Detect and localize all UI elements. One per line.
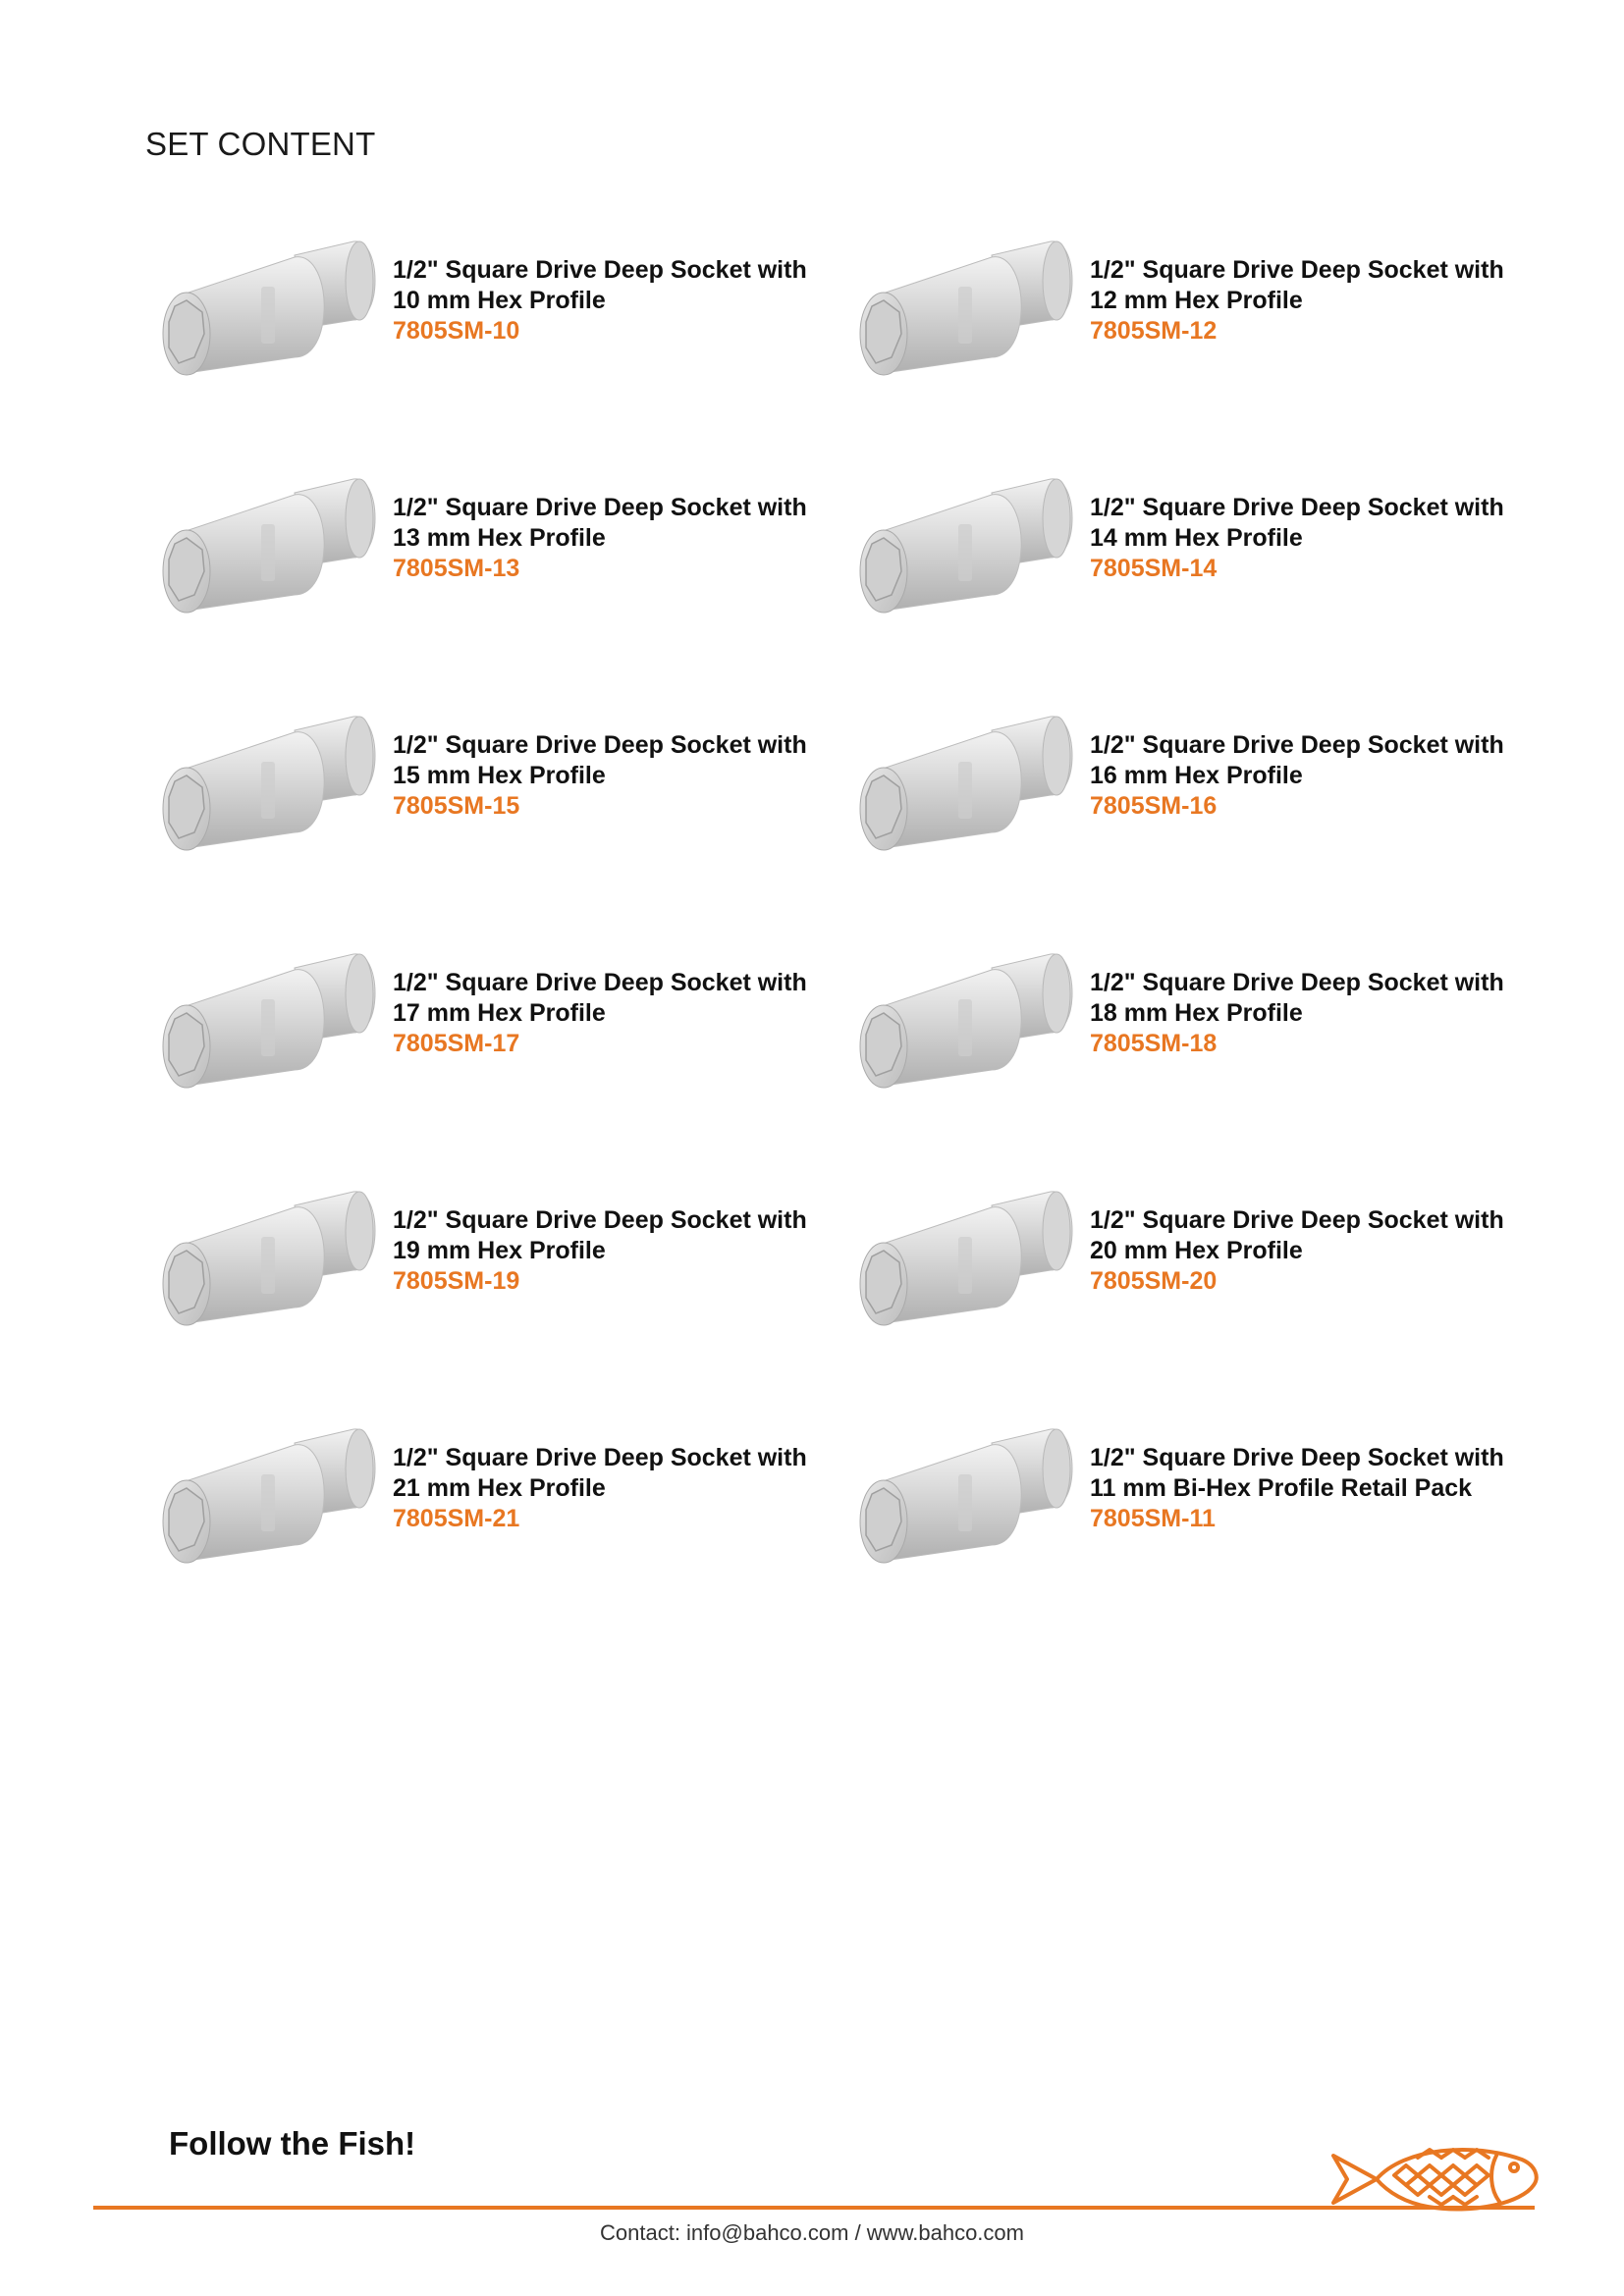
product-item bbox=[854, 1184, 1556, 1341]
product-description bbox=[393, 255, 864, 347]
product-title-line-1: 1/2" Square Drive Deep Socket with bbox=[393, 1444, 807, 1471]
product-item bbox=[157, 471, 859, 628]
deep-socket-icon bbox=[157, 234, 383, 391]
product-title-line-1: 1/2" Square Drive Deep Socket with bbox=[393, 256, 807, 284]
deep-socket-icon bbox=[157, 1184, 383, 1341]
product-description bbox=[1090, 968, 1561, 1059]
product-item bbox=[157, 709, 859, 866]
product-item bbox=[854, 471, 1556, 628]
product-title-line-1: 1/2" Square Drive Deep Socket with bbox=[1090, 1444, 1504, 1471]
deep-socket-icon bbox=[854, 1421, 1080, 1578]
product-title-line-1: 1/2" Square Drive Deep Socket with bbox=[393, 1206, 807, 1234]
deep-socket-icon bbox=[854, 946, 1080, 1103]
deep-socket-icon bbox=[157, 709, 383, 866]
product-title-line-2: 13 mm Hex Profile bbox=[393, 524, 606, 552]
section-title: SET CONTENT bbox=[145, 126, 376, 162]
footer-divider bbox=[93, 2206, 1535, 2210]
deep-socket-icon bbox=[157, 471, 383, 628]
product-description bbox=[1090, 730, 1561, 822]
product-description bbox=[1090, 1205, 1561, 1297]
deep-socket-icon bbox=[157, 1421, 383, 1578]
product-description bbox=[1090, 1443, 1561, 1534]
product-item bbox=[854, 1421, 1556, 1578]
product-title-line-2: 15 mm Hex Profile bbox=[393, 762, 606, 789]
product-code: 7805SM-16 bbox=[1090, 792, 1218, 820]
product-code: 7805SM-15 bbox=[393, 792, 520, 820]
product-code: 7805SM-13 bbox=[393, 555, 520, 582]
product-item bbox=[854, 946, 1556, 1103]
product-title-line-1: 1/2" Square Drive Deep Socket with bbox=[1090, 969, 1504, 996]
product-description bbox=[393, 968, 864, 1059]
product-title-line-1: 1/2" Square Drive Deep Socket with bbox=[393, 731, 807, 759]
product-item bbox=[157, 234, 859, 391]
product-description bbox=[393, 493, 864, 584]
product-code: 7805SM-12 bbox=[1090, 317, 1218, 345]
product-code: 7805SM-10 bbox=[393, 317, 520, 345]
product-item bbox=[157, 946, 859, 1103]
deep-socket-icon bbox=[854, 1184, 1080, 1341]
product-title-line-2: 14 mm Hex Profile bbox=[1090, 524, 1303, 552]
product-code: 7805SM-17 bbox=[393, 1030, 520, 1057]
product-title-line-1: 1/2" Square Drive Deep Socket with bbox=[1090, 256, 1504, 284]
product-item bbox=[157, 1421, 859, 1578]
product-code: 7805SM-18 bbox=[1090, 1030, 1218, 1057]
product-title-line-2: 16 mm Hex Profile bbox=[1090, 762, 1303, 789]
product-title-line-1: 1/2" Square Drive Deep Socket with bbox=[1090, 494, 1504, 521]
deep-socket-icon bbox=[854, 709, 1080, 866]
product-code: 7805SM-11 bbox=[1090, 1505, 1216, 1532]
product-description bbox=[1090, 255, 1561, 347]
deep-socket-icon bbox=[157, 946, 383, 1103]
product-title-line-1: 1/2" Square Drive Deep Socket with bbox=[1090, 1206, 1504, 1234]
product-description bbox=[1090, 493, 1561, 584]
product-code: 7805SM-21 bbox=[393, 1505, 520, 1532]
product-item bbox=[854, 709, 1556, 866]
product-title-line-2: 10 mm Hex Profile bbox=[393, 287, 606, 314]
product-title-line-2: 18 mm Hex Profile bbox=[1090, 999, 1303, 1027]
product-title-line-2: 21 mm Hex Profile bbox=[393, 1474, 606, 1502]
product-code: 7805SM-20 bbox=[1090, 1267, 1218, 1295]
deep-socket-icon bbox=[854, 234, 1080, 391]
product-description bbox=[393, 730, 864, 822]
product-item bbox=[854, 234, 1556, 391]
product-title-line-2: 20 mm Hex Profile bbox=[1090, 1237, 1303, 1264]
product-title-line-1: 1/2" Square Drive Deep Socket with bbox=[393, 969, 807, 996]
product-title-line-2: 12 mm Hex Profile bbox=[1090, 287, 1303, 314]
product-title-line-1: 1/2" Square Drive Deep Socket with bbox=[1090, 731, 1504, 759]
product-title-line-2: 11 mm Bi-Hex Profile Retail Pack bbox=[1090, 1474, 1473, 1502]
product-title-line-2: 19 mm Hex Profile bbox=[393, 1237, 606, 1264]
product-code: 7805SM-14 bbox=[1090, 555, 1218, 582]
product-description bbox=[393, 1205, 864, 1297]
footer-slogan: Follow the Fish! bbox=[169, 2125, 416, 2162]
product-title-line-1: 1/2" Square Drive Deep Socket with bbox=[393, 494, 807, 521]
deep-socket-icon bbox=[854, 471, 1080, 628]
product-title-line-2: 17 mm Hex Profile bbox=[393, 999, 606, 1027]
product-code: 7805SM-19 bbox=[393, 1267, 520, 1295]
product-item bbox=[157, 1184, 859, 1341]
footer-contact: Contact: info@bahco.com / www.bahco.com bbox=[600, 2220, 1024, 2245]
product-description bbox=[393, 1443, 864, 1534]
